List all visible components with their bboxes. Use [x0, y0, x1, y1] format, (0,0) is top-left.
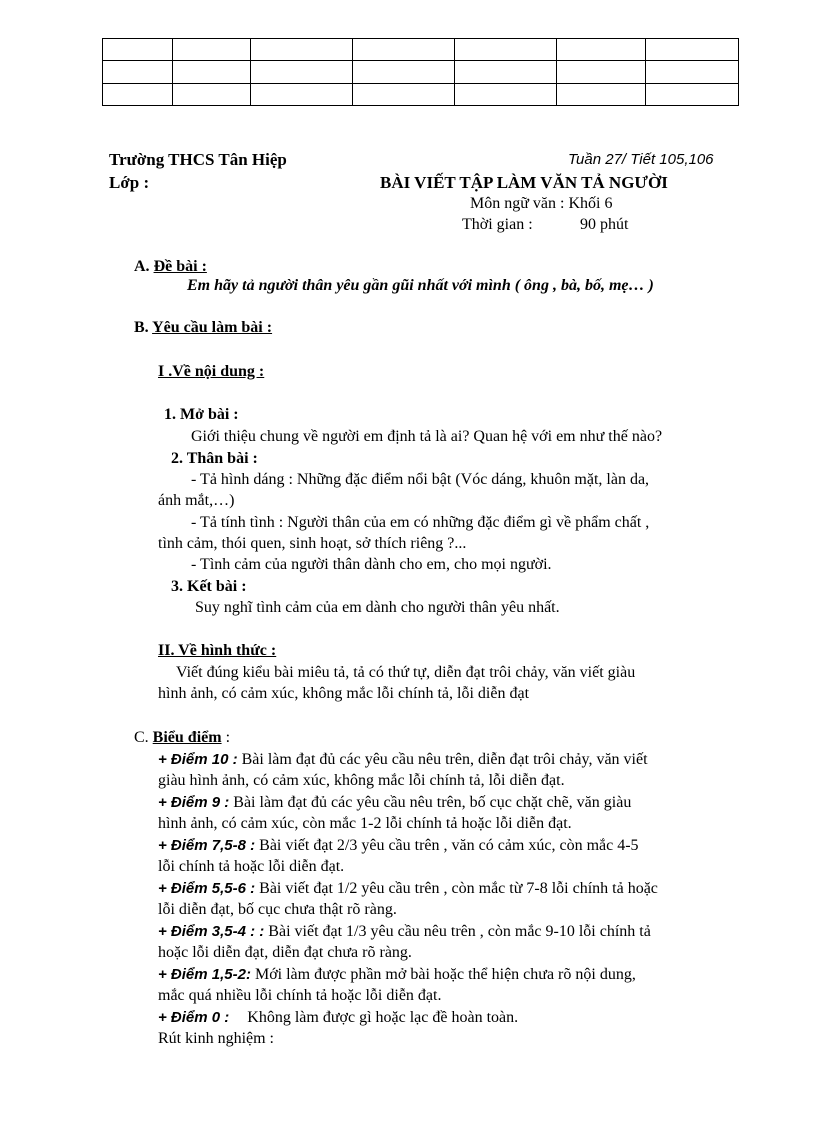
- score-text: Bài viết đạt 2/3 yêu cầu trên , văn có cảm xúc, còn mắc 4-5: [259, 837, 639, 854]
- review-notes-label: Rút kinh nghiệm :: [158, 1030, 274, 1047]
- content-heading: I .Về nội dung :: [158, 363, 265, 380]
- than-bai-label: 2. Thân bài :: [171, 450, 258, 467]
- than-bai-line: - Tình cảm của người thân dành cho em, cho mọi người.: [191, 556, 552, 573]
- score-label: + Điểm 5,5-6 :: [158, 880, 256, 897]
- section-b-title: Yêu cầu làm bài :: [152, 319, 273, 336]
- form-text: hình ảnh, có cảm xúc, không mắc lỗi chính tả, lỗi diễn đạt: [158, 685, 530, 702]
- score-text: mắc quá nhiều lỗi chính tả hoặc lỗi diễn đạt.: [158, 987, 442, 1004]
- score-label: + Điểm 10 :: [158, 751, 238, 768]
- score-item: [158, 922, 651, 942]
- score-item: [158, 965, 636, 985]
- time-value: 90 phút: [580, 216, 629, 233]
- score-text: Bài làm đạt đủ các yêu cầu nêu trên, diễn đạt trôi chảy, văn viết: [241, 751, 648, 768]
- class-label: Lớp :: [109, 173, 150, 192]
- section-a-title: Đề bài :: [153, 258, 207, 275]
- score-item: [158, 750, 648, 770]
- score-text: lỗi chính tả hoặc lỗi diễn đạt.: [158, 858, 345, 875]
- mo-bai-label: 1. Mở bài :: [164, 406, 239, 423]
- mo-bai-text: Giới thiệu chung về người em định tả là ai? Quan hệ với em như thế nào?: [191, 428, 663, 445]
- score-text: Không làm được gì hoặc lạc đề hoàn toàn.: [247, 1009, 519, 1026]
- than-bai-line: tình cảm, thói quen, sinh hoạt, sở thích riêng ?...: [158, 535, 467, 552]
- score-label: + Điểm 0 :: [158, 1009, 230, 1026]
- score-label: + Điểm 1,5-2:: [158, 966, 251, 983]
- score-item: [158, 793, 631, 813]
- score-text: Bài viết đạt 1/3 yêu cầu nêu trên , còn mắc 9-10 lỗi chính tả: [268, 923, 651, 940]
- form-heading: II. Về hình thức :: [158, 642, 277, 659]
- table-row: [103, 83, 739, 105]
- section-b-prefix: B.: [134, 319, 149, 336]
- score-item: [158, 836, 639, 856]
- section-c-title: Biểu điểm: [152, 729, 222, 746]
- week-lesson: Tuần 27/ Tiết 105,106: [568, 151, 714, 168]
- score-item: [158, 1008, 518, 1028]
- score-text: hình ảnh, có cảm xúc, còn mắc 1-2 lỗi chính tả hoặc lỗi diễn đạt.: [158, 815, 572, 832]
- table-row: [103, 39, 739, 61]
- table-row: [103, 61, 739, 83]
- header-grid-table: [102, 38, 739, 106]
- form-text: Viết đúng kiểu bài miêu tả, tả có thứ tự, diễn đạt trôi chảy, văn viết giàu: [176, 664, 636, 681]
- score-label: + Điểm 9 :: [158, 794, 230, 811]
- score-text: lỗi diễn đạt, bố cục chưa thật rõ ràng.: [158, 901, 397, 918]
- section-c-heading: [134, 728, 230, 748]
- section-c-prefix: C.: [134, 729, 149, 746]
- score-label: + Điểm 3,5-4 : :: [158, 923, 265, 940]
- section-a-prefix: A.: [134, 258, 150, 275]
- ket-bai-text: Suy nghĩ tình cảm của em dành cho người thân yêu nhất.: [195, 599, 560, 616]
- score-text: Mới làm được phần mở bài hoặc thể hiện chưa rõ nội dung,: [254, 966, 636, 983]
- page-title: BÀI VIẾT TẬP LÀM VĂN TẢ NGƯỜI: [380, 173, 668, 192]
- than-bai-line: - Tả hình dáng : Những đặc điểm nổi bật (Vóc dáng, khuôn mặt, làn da,: [191, 471, 650, 488]
- than-bai-line: ánh mắt,…): [158, 492, 235, 509]
- score-item: [158, 879, 658, 899]
- than-bai-line: - Tả tính tình : Người thân của em có những đặc điểm gì về phẩm chất ,: [191, 514, 650, 531]
- section-b-heading: [134, 318, 272, 338]
- subject-line: Môn ngữ văn : Khối 6: [470, 195, 613, 212]
- ket-bai-label: 3. Kết bài :: [171, 578, 247, 595]
- score-text: Bài làm đạt đủ các yêu cầu nêu trên, bố cục chặt chẽ, văn giàu: [233, 794, 632, 811]
- score-label: + Điểm 7,5-8 :: [158, 837, 256, 854]
- section-c-colon: :: [221, 729, 231, 746]
- score-text: giàu hình ảnh, có cảm xúc, không mắc lỗi chính tả, lỗi diễn đạt.: [158, 772, 565, 789]
- score-text: hoặc lỗi diễn đạt, diễn đạt chưa rõ ràng.: [158, 944, 412, 961]
- score-text: Bài viết đạt 1/2 yêu cầu trên , còn mắc từ 7-8 lỗi chính tả hoặc: [259, 880, 658, 897]
- section-a-heading: [134, 257, 207, 277]
- time-label: Thời gian :: [462, 216, 533, 233]
- school-name: Trường THCS Tân Hiệp: [109, 150, 287, 169]
- essay-prompt: Em hãy tả người thân yêu gần gũi nhất với mình ( ông , bà, bố, mẹ… ): [187, 277, 654, 294]
